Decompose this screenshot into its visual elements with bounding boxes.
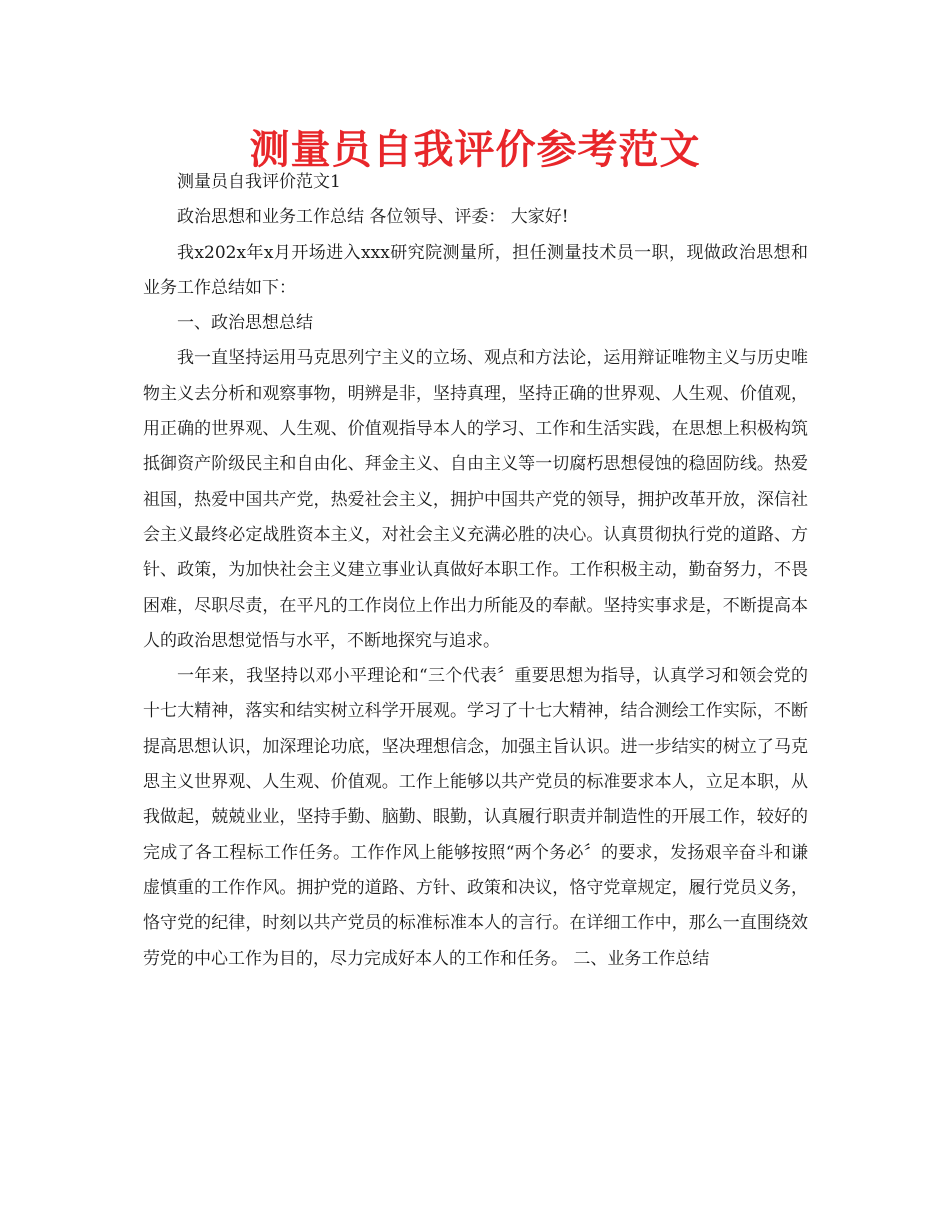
document-body	[143, 165, 808, 977]
paragraph: 一年来，我坚持以邓小平理论和“三个代表〞重要思想为指导，认真学习和领会党的十七大精神，落实和结实树立科学开展观。学习了十七大精神，结合测绘工作实际，不断提高思想认识，加深理论功底，坚决理想信念，加强主旨认识。进一步结实的树立了马克思主义世界观、人生观、价值观。工作上能够以共产党员的标准要求本人，立足本职，从我做起，兢兢业业，坚持手勤、脑勤、眼勤，认真履行职责并制造性的开展工作，较好的完成了各工程标工作任务。工作作风上能够按照“两个务必〞的要求，发扬艰辛奋斗和谦虚慎重的工作作风。拥护党的道路、方针、政策和决议，恪守党章规定，履行党员义务，恪守党的纪律，时刻以共产党员的标准标准本人的言行。在详细工作中，那么一直围绕效劳党的中心工作为目的，尽力完成好本人的工作和任务。 二、业务工作总结	[143, 666, 808, 969]
paragraph: 政治思想和业务工作总结 各位领导、评委： 大家好!	[177, 207, 569, 228]
paragraph: 一、政治思想总结	[177, 313, 313, 334]
document-title: 测量员自我评价参考范文	[249, 127, 701, 173]
paragraph: 我一直坚持运用马克思列宁主义的立场、观点和方法论，运用辩证唯物主义与历史唯物主义去分析和观察事物，明辨是非，坚持真理，坚持正确的世界观、人生观、价值观，用正确的世界观、人生观、价值观指导本人的学习、工作和生活实践，在思想上积极构筑抵御资产阶级民主和自由化、拜金主义、自由主义等一切腐朽思想侵蚀的稳固防线。热爱祖国，热爱中国共产党，热爱社会主义，拥护中国共产党的领导，拥护改革开放，深信社会主义最终必定战胜资本主义，对社会主义充满必胜的决心。认真贯彻执行党的道路、方针、政策，为加快社会主义建立事业认真做好本职工作。工作积极主动，勤奋努力，不畏困难，尽职尽责，在平凡的工作岗位上作出力所能及的奉献。坚持实事求是，不断提高本人的政治思想觉悟与水平，不断地探究与追求。	[143, 348, 808, 651]
paragraph: 测量员自我评价范文1	[177, 172, 341, 192]
paragraph: 我x202x年x月开场进入xxx研究院测量所，担任测量技术员一职，现做政治思想和业务工作总结如下：	[143, 242, 808, 298]
